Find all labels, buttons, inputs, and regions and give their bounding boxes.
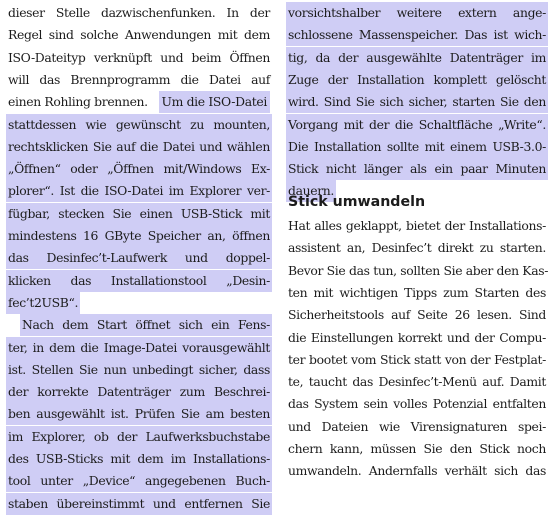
text-line: wird. Sind Sie sich sicher, starten Sie den xyxy=(286,91,548,113)
text-line: ten mit wichtigen Tipps zum Starten des xyxy=(288,284,546,300)
text-line: Vorgang mit der die Schaltfläche „Write“. xyxy=(286,114,548,136)
text-line: ben ausgewählt ist. Prüfen Sie am besten xyxy=(6,403,272,425)
text-line: staben übereinstimmt und entfernen Sie xyxy=(6,493,272,515)
text-line: tig, da der ausgewählte Datenträger im xyxy=(286,47,548,69)
text-line: das System sein volles Potenzial entfalten xyxy=(288,396,546,412)
text-line: schlossene Massenspeicher. Das ist wich- xyxy=(286,24,548,46)
text-line: Nach dem Start öffnet sich ein Fens- xyxy=(20,314,272,336)
text-line: Bevor Sie das tun, sollten Sie aber den Kas- xyxy=(288,262,549,278)
text-line: im Explorer, ob der Laufwerksbuchstabe xyxy=(6,426,272,448)
text-line: will das Brennprogramm die Datei auf xyxy=(8,71,270,87)
text-line: Regel sind solche Anwendungen mit dem xyxy=(8,27,270,43)
text-line: fügbar, stecken Sie einen USB-Stick mit xyxy=(6,203,272,225)
text-line: tool unter „Device“ angegebenen Buch- xyxy=(6,470,272,492)
text-line: ISO-Dateityp verknüpft und beim Öffnen xyxy=(8,49,270,65)
text-line: umwandeln. Andernfalls verhält sich das xyxy=(288,463,546,479)
text-line: des USB-Sticks mit dem im Installations- xyxy=(6,448,272,470)
text-line: dieser Stelle dazwischenfunken. In der xyxy=(8,5,270,20)
text-line: die Einstellungen korrekt und der Compu- xyxy=(288,329,546,345)
text-line: assistent an, Desinfec’t direkt zu starten. xyxy=(288,240,546,256)
text-line: der korrekte Datenträger zum Beschrei- xyxy=(6,381,272,403)
text-line: ist. Stellen Sie nun unbedingt sicher, dass xyxy=(6,359,272,381)
text-line: das Desinfec’t-Laufwerk und doppel- xyxy=(6,247,272,269)
text-line: stattdessen wie gewünscht zu mounten, xyxy=(6,114,272,136)
text-line xyxy=(6,91,272,113)
text-line: mindestens 16 GByte Speicher an, öffnen xyxy=(6,225,272,247)
text-line: vorsichtshalber weitere extern ange- xyxy=(286,2,548,24)
text-line: dauern. xyxy=(286,180,336,202)
text-line: und Dateien wie Virensignaturen spei- xyxy=(288,418,546,434)
text-line: plorer“. Ist die ISO-Datei im Explorer ver- xyxy=(6,180,272,202)
text-line: Sicherheitstools auf Seite 26 lesen. Sind xyxy=(288,307,546,323)
text-line: ter bootet vom Stick statt von der Festplat- xyxy=(288,351,546,367)
text-line: Die Installation sollte mit einem USB-3.0- xyxy=(286,136,548,158)
highlighted-text-span: Um die ISO-Datei xyxy=(159,91,270,113)
text-line: ter, in dem die Image-Datei vorausgewählt xyxy=(6,337,272,359)
text-line: Zuge der Installation komplett gelöscht xyxy=(286,69,548,91)
text-span: einen Rohling brennen. xyxy=(8,94,148,110)
text-line: Hat alles geklappt, bietet der Installations- xyxy=(288,218,546,233)
text-line: rechtsklicken Sie auf die Datei und wählen xyxy=(6,136,272,158)
text-line: te, taucht das Desinfec’t-Menü auf. Damit xyxy=(288,374,546,390)
text-line: Stick nicht länger als ein paar Minuten xyxy=(286,158,548,180)
text-line: fec’t2USB“. xyxy=(6,292,80,314)
text-line: „Öffnen“ oder „Öffnen mit/Windows Ex- xyxy=(6,158,272,180)
text-line: klicken das Installationstool „Desin- xyxy=(6,270,272,292)
section-heading: Stick umwandeln xyxy=(288,194,426,210)
text-line: chern kann, müssen Sie den Stick noch xyxy=(288,441,546,456)
